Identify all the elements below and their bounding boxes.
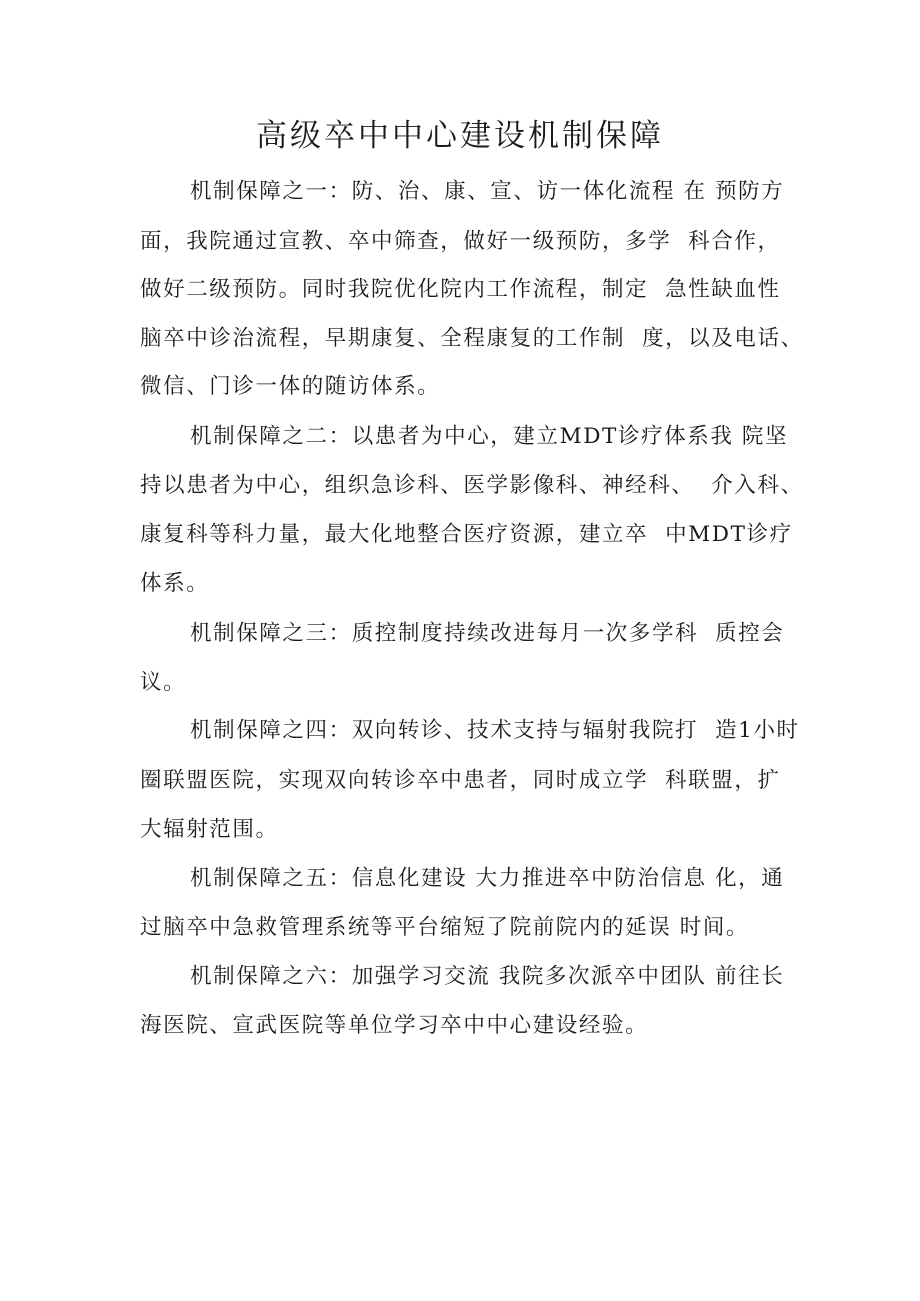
paragraph-1-line-2: 面，我院通过宣教、卒中筛查，做好一级预防，多学 科合作， [140, 229, 781, 254]
paragraph-5-line-2: 过脑卒中急救管理系统等平台缩短了院前院内的延误 时间。 [140, 915, 750, 940]
paragraph-1-line-5: 微信、门诊一体的随访体系。 [140, 374, 441, 399]
paragraph-2-line-3: 康复科等科力量，最大化地整合医疗资源，建立卒 中MDT诊疗 [140, 522, 793, 547]
document-title: 高级卒中中心建设机制保障 [256, 118, 664, 154]
paragraph-1-line-1: 机制保障之一：防、治、康、宣、访一体化流程 在 预防方 [190, 179, 785, 204]
paragraph-2-line-1: 机制保障之二：以患者为中心，建立MDT诊疗体系我 院坚 [190, 424, 789, 449]
paragraph-4-line-3: 大辐射范围。 [140, 817, 279, 842]
paragraph-4-line-1: 机制保障之四：双向转诊、技术支持与辐射我院打 造1小时 [190, 718, 800, 743]
paragraph-6-line-2: 海医院、宣武医院等单位学习卒中中心建设经验。 [140, 1013, 649, 1038]
paragraph-4-line-2: 圈联盟医院，实现双向转诊卒中患者，同时成立学 科联盟，扩 [140, 768, 781, 793]
paragraph-2-line-2: 持以患者为中心，组织急诊科、医学影像科、神经科、 介入科、 [140, 473, 804, 498]
paragraph-3-line-1: 机制保障之三：质控制度持续改进每月一次多学科 质控会 [190, 621, 785, 646]
paragraph-1-line-3: 做好二级预防。同时我院优化院内工作流程，制定 急性缺血性 [140, 277, 781, 302]
paragraph-1-line-4: 脑卒中诊治流程，早期康复、全程康复的工作制 度，以及电话、 [140, 326, 804, 351]
paragraph-5-line-1: 机制保障之五：信息化建设 大力推进卒中防治信息 化，通 [190, 866, 785, 891]
paragraph-3-line-2: 议。 [140, 670, 187, 695]
paragraph-2-line-4: 体系。 [140, 571, 210, 596]
paragraph-6-line-1: 机制保障之六：加强学习交流 我院多次派卒中团队 前往长 [190, 964, 785, 989]
